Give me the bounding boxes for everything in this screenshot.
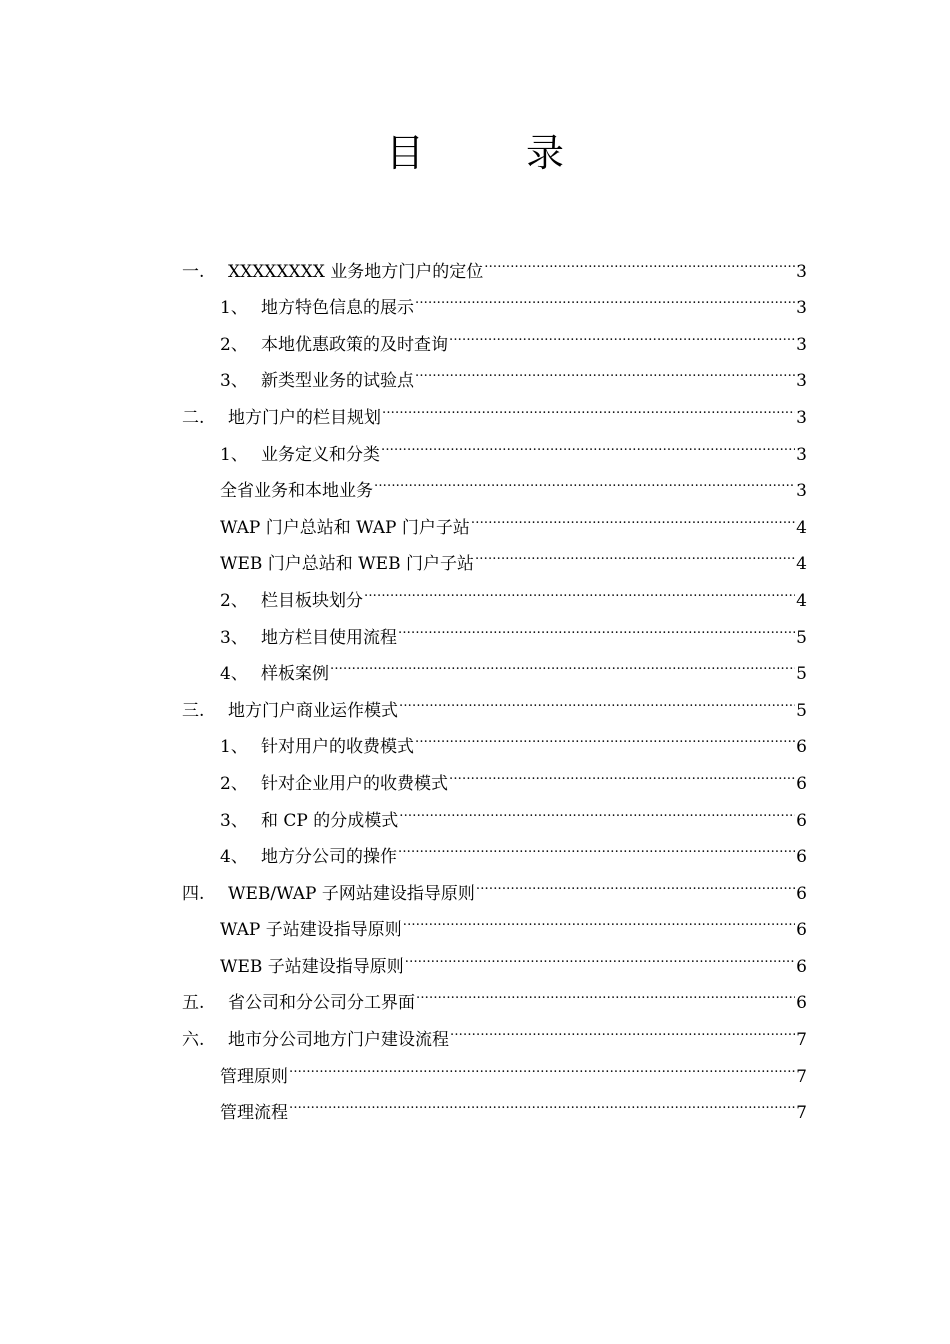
toc-entry-page-number: 7: [796, 1030, 807, 1051]
toc-entry-number: 一.: [182, 261, 205, 282]
toc-entry-page-number: 6: [796, 920, 807, 941]
toc-entry-page-number: 6: [796, 993, 807, 1014]
table-of-contents: [182, 240, 807, 1124]
toc-entry-page-number: 6: [796, 883, 807, 904]
toc-entry-page-number: 3: [796, 334, 807, 355]
dot-leader: [415, 716, 795, 753]
dot-leader: [449, 313, 795, 350]
dot-leader: [289, 1045, 795, 1082]
toc-entry-number: 五.: [182, 993, 205, 1014]
dot-leader: [399, 789, 795, 826]
dot-leader: [374, 460, 795, 497]
toc-entry-title: 地方分公司的操作: [261, 847, 397, 868]
toc-entry-title: 管理原则: [220, 1066, 288, 1087]
toc-entry-page-number: 6: [796, 737, 807, 758]
toc-entry-title: 地方门户商业运作模式: [228, 700, 398, 721]
toc-entry-title: 省公司和分公司分工界面: [228, 993, 415, 1014]
dot-leader: [398, 826, 795, 863]
toc-entry-number: 4、: [220, 847, 248, 868]
toc-entry-page-number: 6: [796, 847, 807, 868]
toc-title: 目 录: [385, 131, 596, 176]
dot-leader: [403, 899, 795, 936]
toc-entry-title: WEB/WAP 子网站建设指导原则: [228, 883, 475, 904]
dot-leader: [330, 643, 795, 680]
dot-leader: [415, 350, 795, 387]
toc-entry-title: 地市分公司地方门户建设流程: [228, 1030, 449, 1051]
toc-entry-title: 本地优惠政策的及时查询: [261, 334, 448, 355]
toc-entry-title: 和 CP 的分成模式: [261, 810, 399, 831]
dot-leader: [475, 533, 795, 570]
toc-entry-title: 针对用户的收费模式: [261, 737, 414, 758]
toc-entry-title: 业务定义和分类: [261, 444, 380, 465]
toc-entry-title: XXXXXXXX 业务地方门户的定位: [228, 261, 484, 282]
toc-entry-number: 3、: [220, 810, 248, 831]
toc-entry-title: WEB 门户总站和 WEB 门户子站: [220, 554, 474, 575]
dot-leader: [471, 496, 795, 533]
toc-entry-number: 2、: [220, 334, 248, 355]
dot-leader: [484, 240, 795, 277]
toc-entry-number: 三.: [182, 700, 205, 721]
toc-entry[interactable]: [182, 240, 807, 282]
toc-entry-title: 地方特色信息的展示: [261, 298, 414, 319]
dot-leader: [450, 1008, 795, 1045]
toc-entry-title: 新类型业务的试验点: [261, 371, 414, 392]
toc-entry-title: 全省业务和本地业务: [220, 481, 373, 502]
toc-entry-page-number: 3: [796, 261, 807, 282]
toc-entry-page-number: 4: [796, 554, 807, 575]
toc-entry-number: 四.: [182, 883, 205, 904]
toc-entry-page-number: 3: [796, 371, 807, 392]
toc-entry-page-number: 5: [796, 627, 807, 648]
toc-entry-page-number: 5: [796, 664, 807, 685]
toc-entry-number: 3、: [220, 627, 248, 648]
toc-entry-page-number: 4: [796, 590, 807, 611]
toc-entry-page-number: 6: [796, 773, 807, 794]
dot-leader: [399, 679, 795, 716]
dot-leader: [398, 606, 795, 643]
dot-leader: [405, 935, 795, 972]
toc-entry-title: WAP 子站建设指导原则: [220, 920, 402, 941]
toc-entry-title: WEB 子站建设指导原则: [220, 956, 404, 977]
toc-entry-page-number: 3: [796, 407, 807, 428]
toc-entry-number: 2、: [220, 590, 248, 611]
toc-entry-page-number: 5: [796, 700, 807, 721]
dot-leader: [289, 1082, 795, 1119]
toc-entry-title: 针对企业用户的收费模式: [261, 773, 448, 794]
toc-entry-page-number: 3: [796, 444, 807, 465]
toc-entry-title: WAP 门户总站和 WAP 门户子站: [220, 517, 470, 538]
toc-entry-page-number: 7: [796, 1066, 807, 1087]
dot-leader: [476, 862, 795, 899]
toc-entry-page-number: 3: [796, 481, 807, 502]
dot-leader: [416, 972, 795, 1009]
toc-entry-number: 二.: [182, 407, 205, 428]
toc-entry-number: 1、: [220, 444, 248, 465]
toc-entry-title: 地方栏目使用流程: [261, 627, 397, 648]
toc-entry-title: 地方门户的栏目规划: [228, 407, 381, 428]
toc-entry-number: 1、: [220, 737, 248, 758]
toc-entry-title: 管理流程: [220, 1103, 288, 1124]
toc-entry-number: 1、: [220, 298, 248, 319]
toc-entry-number: 2、: [220, 773, 248, 794]
toc-entry-number: 4、: [220, 664, 248, 685]
toc-entry-page-number: 7: [796, 1103, 807, 1124]
toc-entry-number: 3、: [220, 371, 248, 392]
dot-leader: [415, 277, 795, 314]
toc-entry-page-number: 6: [796, 956, 807, 977]
dot-leader: [364, 569, 795, 606]
toc-entry-title: 栏目板块划分: [261, 590, 363, 611]
toc-entry-page-number: 6: [796, 810, 807, 831]
dot-leader: [382, 386, 795, 423]
toc-entry-title: 样板案例: [261, 664, 329, 685]
toc-entry-page-number: 3: [796, 298, 807, 319]
toc-entry-number: 六.: [182, 1030, 205, 1051]
toc-entry-page-number: 4: [796, 517, 807, 538]
dot-leader: [449, 752, 795, 789]
dot-leader: [381, 423, 795, 460]
